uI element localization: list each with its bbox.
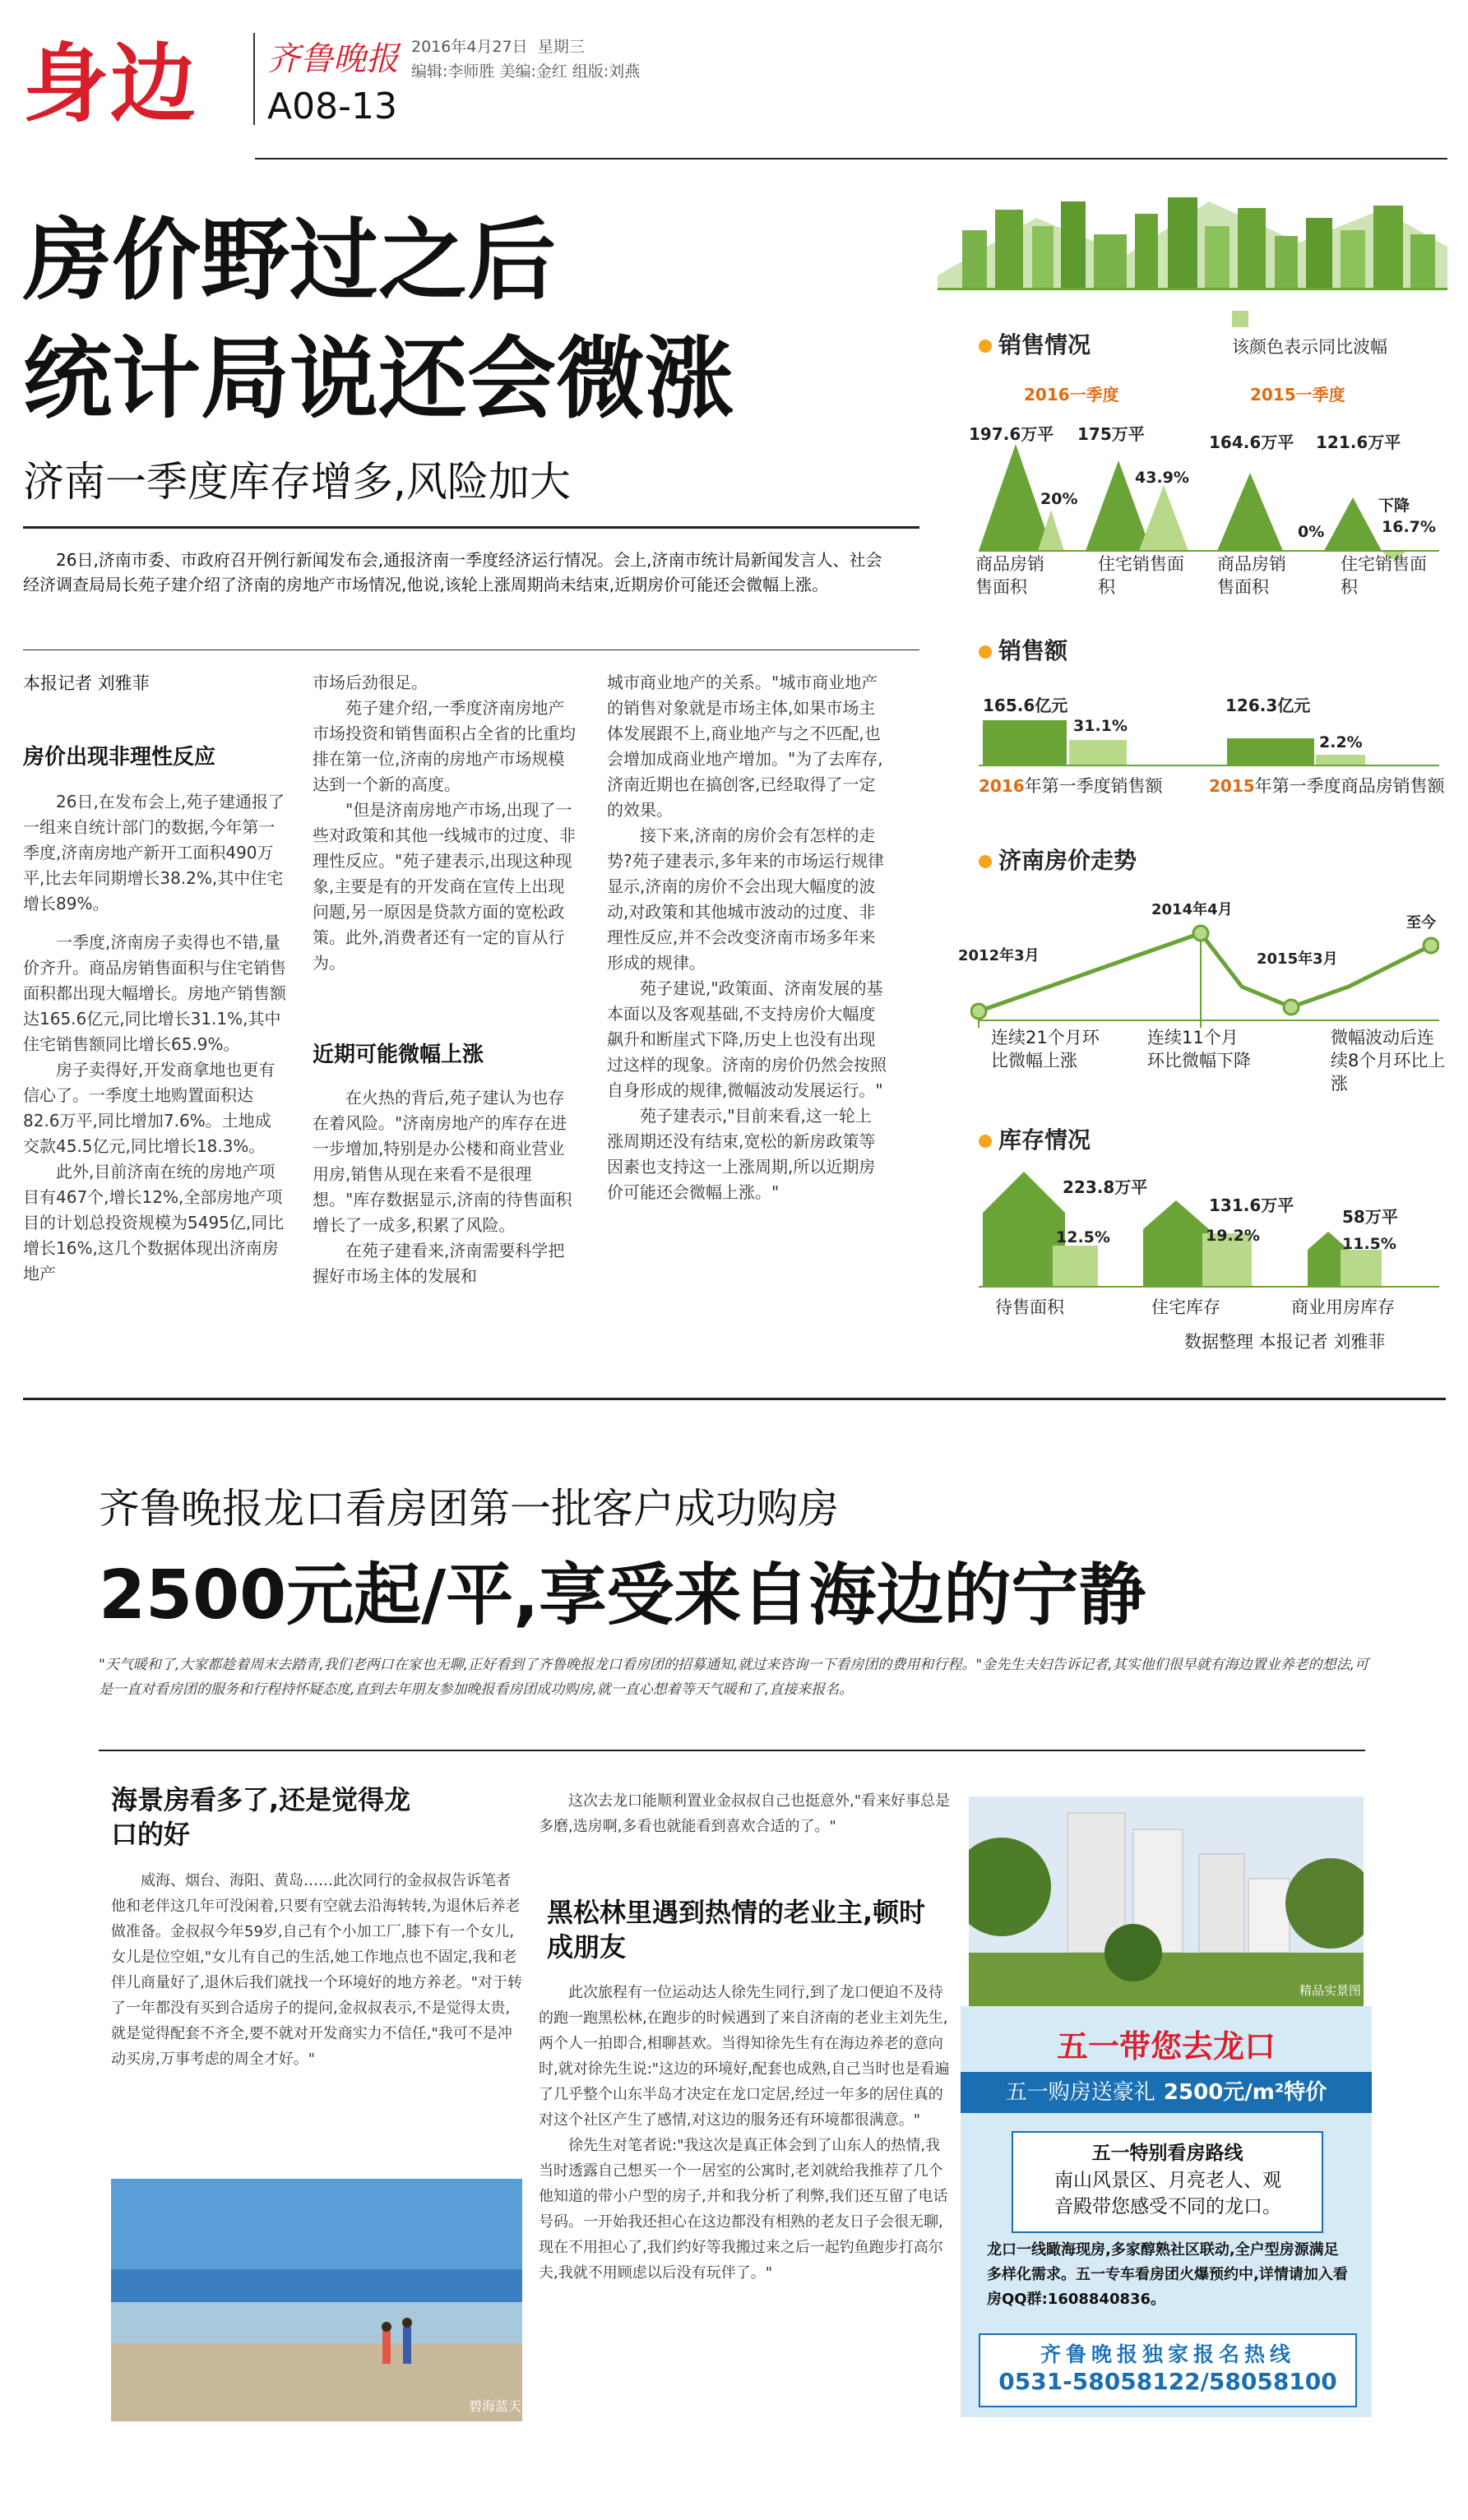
trend-baseline [979,1020,1439,1021]
beach-photo [111,2179,522,2421]
sales-label-a: 商品房销售面积 [975,554,1044,597]
house-c-pct [1341,1250,1382,1287]
revenue-a-bar [983,720,1067,765]
revenue-b-pct: 2.2% [1319,733,1363,751]
revenue-header [979,633,1067,666]
route-title: 五一特别看房路线 [1091,2143,1243,2164]
sales-a-value: 197.6万平 [969,424,1054,444]
sales-d-note: 下降 [1378,497,1410,515]
subhead-2: 近期可能微幅上涨 [313,1043,484,1067]
revenue-a-pct: 31.1% [1073,717,1128,735]
hotline-number[interactable]: 0531-58058122/58058100 [998,2368,1337,2395]
revenue-axis [979,765,1439,766]
pct-zhuzhai-2016 [1139,485,1188,551]
gift-text: 五一购房送豪礼 [1005,2080,1155,2105]
skyline-illustration [938,185,1447,288]
revenue-b-pct-bar [1316,755,1365,765]
sales-label-d: 住宅销售面积 [1341,554,1427,597]
ad-column-2b [539,1980,950,2286]
year-2015-label: 2015一季度 [1250,385,1345,405]
intro-text: "天气暖和了,大家都趁着周末去踏青,我们老两口在家也无聊,正好看到了齐鲁晚报龙口看房团的招募通知,就过来咨询一下看房团的费用和行程。"金先生夫妇告诉记者,其实他们很早就有海边置业养老的想法,可是一直对看房团的服务和行程持怀疑态度,直到去年朋友参加晚报看房团成功购房,就一直心想着等天气暖和了,直接来报名。 [99,1657,1369,1698]
promo-gift-banner [961,2072,1372,2113]
year: 2015 [1209,776,1255,796]
trend-note-2: 连续11个月环比微幅下降 [1147,1028,1251,1070]
revenue-a-value: 165.6亿元 [983,696,1068,715]
ad-kicker: 齐鲁晚报龙口看房团第一批客户成功购房 [99,1485,839,1533]
trend-point-4 [1424,938,1438,953]
property-photo [969,1796,1364,2006]
bullet-icon [979,1135,992,1148]
sales-title: 销售情况 [998,331,1091,358]
section-title: 身边 [23,33,198,134]
para: 苑子建说,"政策面、济南发展的基本面以及客观基础,不支持房价大幅度飙升和断崖式下降,历史上也没有出现过这样的现象。济南的房价仍然会按照自身形成的规律,微幅波动发展运行。" [607,978,887,1100]
para: 这次去龙口能顺利置业金叔叔自己也挺意外,"看来好事总是多磨,选房啊,多看也就能看到喜欢合适的了。" [539,1792,950,1835]
para: 苑子建介绍,一季度济南房地产市场投资和销售面积占全省的比重均排在第一位,济南的房地产市场规模达到一个新的高度。 [313,698,576,794]
label: 年第一季度商品房销售额 [1254,776,1445,796]
trend-point-2 [1193,926,1208,941]
editors: 编辑:李师胜 美编:金红 组版:刘燕 [411,62,641,81]
date-text: 2016年4月27日 [411,38,528,56]
trend-header [979,843,1137,876]
para: 在苑子建看来,济南需要科学把握好市场主体的发展和 [313,1241,565,1286]
trend-label-1: 2012年3月 [958,947,1040,964]
sales-c-value: 164.6万平 [1209,432,1294,452]
byline: 本报记者 刘雅菲 [23,673,150,693]
trend-point-3 [1284,1000,1299,1015]
sales-d-value: 121.6万平 [1316,432,1401,452]
ad-subhead-2: 黑松林里遇到热情的老业主,顿时成朋友 [547,1897,926,1963]
para: 26日,在发布会上,苑子建通报了一组来自统计部门的数据,今年第一季度,济南房地产新开工面积490万平,比去年同期增长38.2%,其中住宅增长89%。 [23,792,285,913]
subheadline: 济南一季度库存增多,风险加大 [23,458,571,506]
infographic-rule [938,288,1447,290]
trend-label-2: 2014年4月 [1151,901,1233,918]
sales-b-pct: 43.9% [1135,469,1189,487]
weekday-text: 星期三 [537,38,585,56]
trend-label-3: 2015年3月 [1257,950,1338,968]
section-divider [23,1398,1446,1400]
promo-desc: 龙口一线瞰海现房,多家醇熟社区联动,全户型房源满足多样化需求。五一专车看房团火爆预约中,详情请加入看房QQ群:1608840836。 [987,2241,1348,2308]
para: 此外,目前济南在统的房地产项目有467个,增长12%,全部房地产项目的计划总投资规模为5495亿,同比增长16%,这几个数据体现出济南房地产 [23,1162,285,1283]
inventory-label-b: 住宅库存 [1151,1297,1220,1317]
page-number: A08-13 [267,86,397,127]
inventory-b-pct: 19.2% [1206,1227,1260,1245]
beach-photo-caption: 碧海蓝天 [469,2398,522,2414]
legend-text: 该颜色表示同比波幅 [1232,337,1387,357]
revenue-b-value: 126.3亿元 [1225,696,1311,715]
para: 城市商业地产的关系。"城市商业地产的销售对象就是市场主体,如果市场主体发展跟不上,商业地产与之不匹配,也会增加成商业地产增加。"为了去库存,济南近期也在搞创客,已经取得了一定的效果。 [607,673,883,820]
para: 徐先生对笔者说:"我这次是真正体会到了山东人的热情,我当时透露自己想买一个一居室的公寓时,老刘就给我推荐了几个他知道的带小户型的房子,并和我分析了利弊,我们还互留了电话号码。一开始我还担心在这边都没有相熟的老友日子会很无聊,现在不用担心了,我们约好等我搬过来之后一起钓鱼跑步打高尔夫,我就不用顾虑以后没有玩伴了。" [539,2137,948,2282]
legend-swatch [1232,311,1248,327]
bullet-icon [979,645,992,659]
sales-c-pct: 0% [1298,523,1325,541]
body-column-3 [607,670,887,1205]
para: 接下来,济南的房价会有怎样的走势?苑子建表示,多年来的市场运行规律显示,济南的房价不会出现大幅度的波动,对政策和其他城市波动的过度、非理性反应,并不会改变济南市场多年来形成的规律。 [607,825,884,973]
sales-label-c: 商品房销售面积 [1217,554,1286,597]
para: 威海、烟台、海阳、黄岛……此次同行的金叔叔告诉笔者他和老伴这几年可没闲着,只要有空就去沿海转转,为退休后养老做准备。金叔叔今年59岁,自己有个小加工厂,膝下有一个女儿,女儿是位空姐,"女儿有自己的生活,她工作地点也不固定,我和老伴儿商量好了,退休后我们就找一个环境好的地方养老。"对于转了一年都没有买到合适房子的提问,金叔叔表示,不是觉得太贵,就是觉得配套不齐全,要不就对开发商实力不信任,"我可不是冲动买房,万事考虑的周全才好。" [111,1872,522,2068]
inventory-b-value: 131.6万平 [1209,1195,1294,1215]
inventory-a-pct: 12.5% [1056,1228,1110,1246]
masthead-divider [253,33,255,125]
body-column-1 [23,789,286,1287]
lead-paragraph [23,548,895,597]
headline-line1: 房价野过之后 [23,210,557,312]
revenue-a-label [979,773,1163,798]
ad-rule [99,1750,1365,1751]
trend-note-3: 微幅波动后连续8个月环比上涨 [1331,1028,1446,1094]
year-2016-label: 2016一季度 [1024,385,1119,405]
price-text: 2500元/m²特价 [1163,2080,1327,2105]
inventory-title: 库存情况 [998,1126,1091,1154]
sales-b-value: 175万平 [1077,424,1145,444]
ad-column-1 [111,1868,522,2072]
subhead-1: 房价出现非理性反应 [23,745,216,770]
headline-line2: 统计局说还会微涨 [23,328,734,431]
revenue-title: 销售额 [998,637,1068,664]
revenue-a-pct-bar [1069,740,1127,765]
trend-point-1 [971,1004,986,1019]
para: 苑子建表示,"目前来看,这一轮上涨周期还没有结束,宽松的新房政策等因素也支持这一上涨周期,所以近期房价可能还会微幅上涨。" [607,1106,876,1202]
inventory-a-value: 223.8万平 [1063,1177,1148,1197]
ad-column-2a [539,1788,950,1839]
lead-rule [23,526,919,529]
infographic-credit: 数据整理 本报记者 刘雅菲 [1184,1332,1386,1352]
inventory-header [979,1122,1091,1155]
para: "但是济南房地产市场,出现了一些对政策和其他一线城市的过度、非理性反应。"苑子建表示,出现这种现象,主要是有的开发商在宣传上出现问题,另一原因是贷款方面的宽松政策。此外,消费者还有一定的盲从行为。 [313,800,576,973]
route-text: 南山风景区、月亮老人、观音殿带您感受不同的龙口。 [1054,2170,1281,2217]
trend-label-4: 至今 [1406,914,1436,932]
sales-header [979,327,1091,360]
trend-title: 济南房价走势 [998,847,1137,874]
inventory-label-a: 待售面积 [995,1297,1064,1317]
lead-text: 26日,济南市委、市政府召开例行新闻发布会,通报济南一季度经济运行情况。会上,济南市统计局新闻发言人、社会经济调查局局长苑子建介绍了济南的房地产市场情况,他说,该轮上涨周期尚未结束,近期房价可能还会微幅上涨。 [23,550,882,594]
inventory-c-value: 58万平 [1342,1207,1398,1227]
revenue-b-bar [1227,738,1314,765]
para: 市场后劲很足。 [313,673,428,692]
house-a-pct [1053,1246,1098,1287]
para: 此次旅程有一位运动达人徐先生同行,到了龙口便迫不及待的跑一跑黑松林,在跑步的时候遇到了来自济南的老业主刘先生,两个人一拍即合,相聊甚欢。当得知徐先生有在海边养老的意向时,就对徐先生说:"这边的环境好,配套也成熟,自己当时也是看遍了几乎整个山东半岛才决定在龙口定居,经过一年多的居住真的对这个社区产生了感情,对这边的服务还有环境都很满意。" [539,1984,950,2129]
label: 年第一季度销售额 [1024,776,1163,796]
para: 房子卖得好,开发商拿地也更有信心了。一季度土地购置面积达82.6万平,同比增加7.6%。土地成交款45.5亿元,同比增长18.3%。 [23,1060,276,1156]
bullet-icon [979,855,992,868]
trend-note-1: 连续21个月环比微幅上涨 [991,1028,1100,1070]
sales-d-pct: 16.7% [1382,518,1436,536]
ad-intro [99,1653,1382,1702]
inventory-c-pct: 11.5% [1342,1235,1396,1253]
bar-shangpin-2015 [1217,473,1283,551]
house-b [1143,1200,1209,1287]
sales-a-pct: 20% [1040,490,1078,508]
year: 2016 [979,776,1025,796]
trend-line [979,933,1431,1011]
paper-logo: 齐鲁晚报 [267,40,399,78]
para: 一季度,济南房子卖得也不错,量价齐升。商品房销售面积与住宅销售面积都出现大幅增长。房地产销售额达165.6亿元,同比增长31.1%,其中住宅销售额同比增长65.9%。 [23,932,286,1054]
bullet-icon [979,340,992,353]
body-column-2b [313,1085,576,1289]
ad-subhead-1: 海景房看多了,还是觉得龙口的好 [111,1784,411,1850]
trend-chart [970,913,1439,1028]
property-photo-caption: 精品实景图 [1299,1983,1362,1998]
promo-title: 五一带您去龙口 [1056,2028,1276,2065]
inventory-label-c: 商业用房库存 [1291,1297,1395,1317]
ad-headline: 2500元起/平,享受来自海边的宁静 [99,1556,1146,1635]
issue-date [411,35,585,57]
revenue-b-label [1209,773,1445,798]
top-rule [255,158,1447,160]
hotline-title: 齐鲁晚报独家报名热线 [1040,2342,1295,2366]
bar-zhuzhai-2015 [1324,497,1382,551]
para: 在火热的背后,苑子建认为也存在着风险。"济南房地产的库存在进一步增加,特别是办公楼和商业营业用房,销售从现在来看不是很理想。"库存数据显示,济南的待售面积增长了一成多,积累了风险。 [313,1088,572,1235]
body-column-2a [313,670,576,976]
sales-label-b: 住宅销售面积 [1098,554,1184,597]
